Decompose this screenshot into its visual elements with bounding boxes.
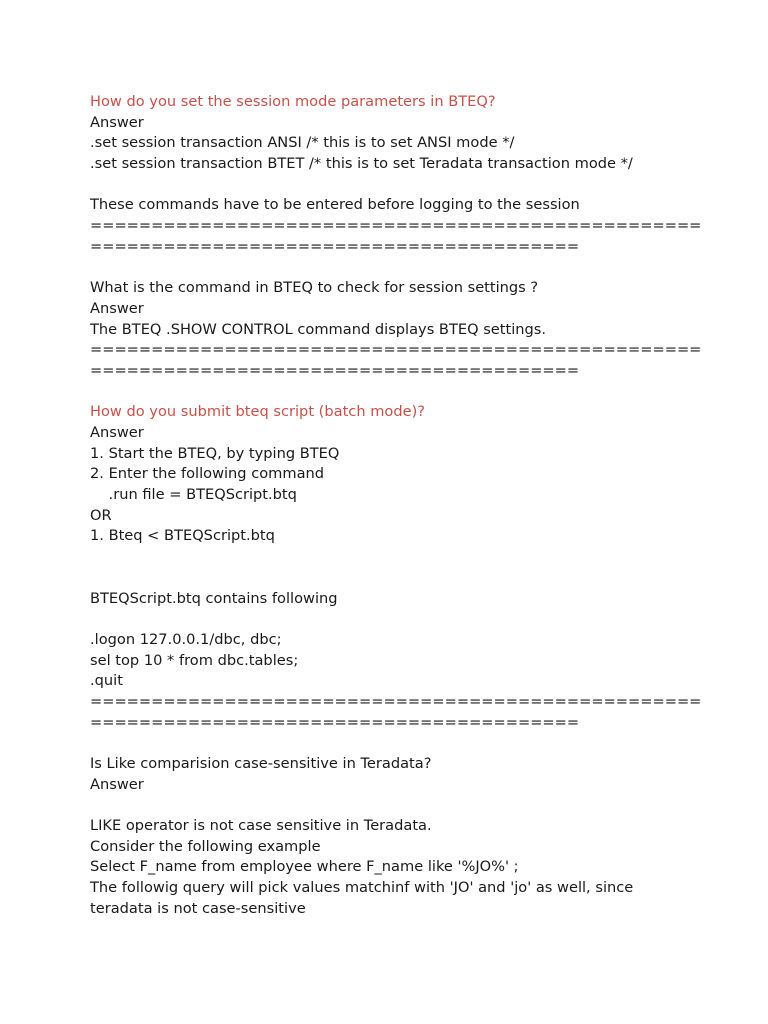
answer-line: Select F_name from employee where F_name like '%JO%' ; [90, 858, 519, 876]
answer-note: These commands have to be entered before logging to the session [90, 196, 580, 214]
separator-line: ================================================== [90, 341, 702, 359]
blank-line [90, 795, 730, 816]
blank-line [90, 175, 730, 196]
answer-step: 1. Start the BTEQ, by typing BTEQ [90, 444, 340, 462]
blank-line [90, 733, 730, 754]
blank-line [90, 258, 730, 279]
answer-line: Consider the following example [90, 837, 321, 855]
separator-line: ================================================== [90, 217, 702, 235]
question-session-settings: What is the command in BTEQ to check for session settings ? [90, 279, 539, 297]
answer-line: The followig query will pick values matchinf with 'JO' and 'jo' as well, since [90, 879, 634, 897]
separator-line: ======================================== [90, 361, 580, 379]
answer-step: 1. Bteq < BTEQScript.btq [90, 527, 275, 545]
answer-label: Answer [90, 113, 144, 131]
separator-line: ======================================== [90, 713, 580, 731]
answer-line: LIKE operator is not case sensitive in Teradata. [90, 817, 432, 835]
separator-line: ======================================== [90, 237, 580, 255]
answer-line: The BTEQ .SHOW CONTROL command displays BTEQ settings. [90, 320, 547, 338]
document-page [90, 92, 730, 920]
blank-line [90, 382, 730, 403]
answer-line: .set session transaction BTET /* this is to set Teradata transaction mode */ [90, 155, 633, 173]
question-like-case: Is Like comparision case-sensitive in Teradata? [90, 755, 432, 772]
question-session-mode: How do you set the session mode parameters in BTEQ? [90, 93, 496, 110]
answer-step: OR [90, 506, 112, 524]
answer-line: .set session transaction ANSI /* this is to set ANSI mode */ [90, 134, 515, 152]
answer-label: Answer [90, 424, 144, 441]
answer-label: Answer [90, 299, 144, 317]
script-line: sel top 10 * from dbc.tables; [90, 651, 299, 669]
blank-line [90, 609, 730, 630]
blank-line [90, 568, 730, 589]
script-intro: BTEQScript.btq contains following [90, 589, 338, 607]
question-batch-mode: How do you submit bteq script (batch mode)? [90, 403, 426, 421]
script-line: .quit [90, 672, 123, 690]
answer-step: .run file = BTEQScript.btq [90, 486, 297, 504]
blank-line [90, 547, 730, 568]
answer-line: teradata is not case-sensitive [90, 899, 306, 917]
separator-line: ================================================== [90, 692, 702, 710]
script-line: .logon 127.0.0.1/dbc, dbc; [90, 630, 282, 648]
answer-step: 2. Enter the following command [90, 465, 325, 483]
answer-label: Answer [90, 775, 144, 793]
